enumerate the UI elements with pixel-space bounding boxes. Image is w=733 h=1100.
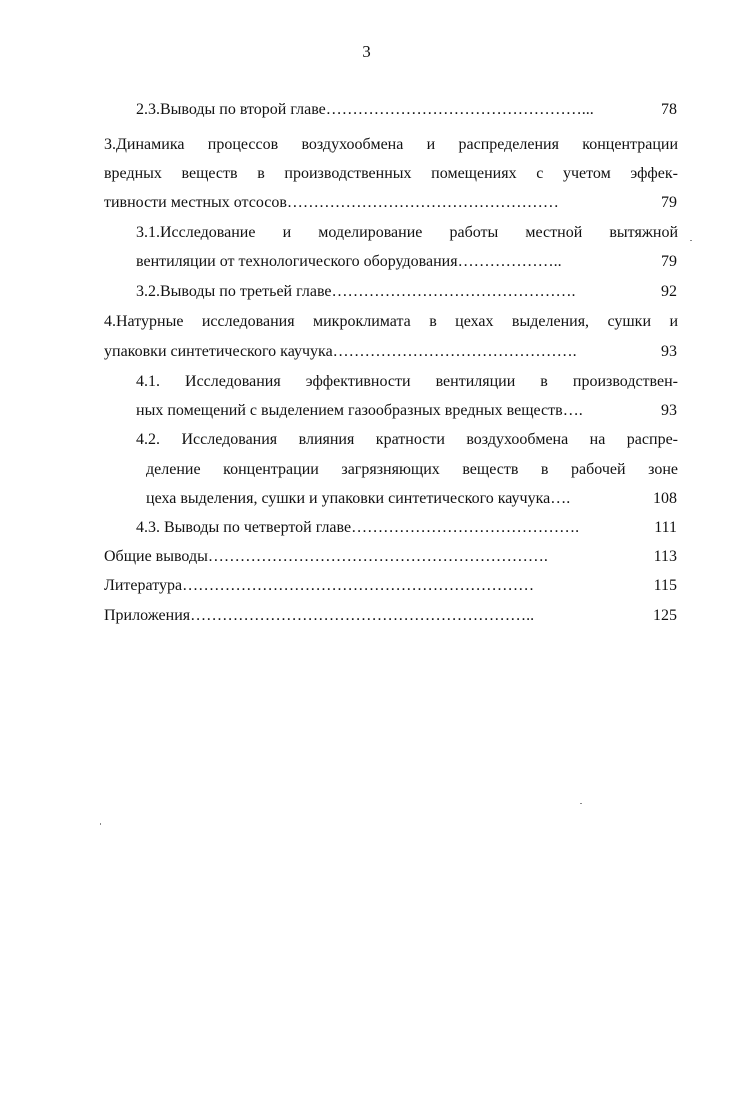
toc-entry-4-line-1: 4.Натурные исследования микроклимата в цехах выделения, сушки и <box>104 313 678 330</box>
toc-entry-3-2: 3.2.Выводы по третьей главе………………………………………. <box>136 283 576 300</box>
toc-entry-4-line-2: упаковки синтетического каучука………………………………………. <box>104 343 577 360</box>
toc-entry-4-2-line-2: деление концентрации загрязняющих веществ в рабочей зоне <box>146 461 678 478</box>
toc-page-4-3: 111 <box>654 519 677 536</box>
toc-page-3-2: 92 <box>661 283 677 300</box>
toc-entry-4-1-line-1: 4.1. Исследования эффективности вентиляции в производствен- <box>136 373 678 390</box>
toc-entry-literature: Литература………………………………………………………… <box>104 577 535 594</box>
toc-entry-3-1-line-2: вентиляции от технологического оборудования……………….. <box>136 253 562 270</box>
toc-page-literature: 115 <box>653 577 677 594</box>
toc-entry-4-2-line-1: 4.2. Исследования влияния кратности воздухообмена на распре- <box>136 431 678 448</box>
toc-entry-3-line-3: тивности местных отсосов…………………………………………… <box>104 194 559 211</box>
toc-entry-4-1-line-2: ных помещений с выделением газообразных вредных веществ…. <box>136 402 583 419</box>
toc-entry-3-1-line-1: 3.1.Исследование и моделирование работы местной вытяжной <box>136 224 678 241</box>
page-number: 3 <box>362 42 371 61</box>
scan-speck <box>690 240 692 241</box>
toc-entry-4-2-line-3: цеха выделения, сушки и упаковки синтетического каучука…. <box>146 490 571 507</box>
toc-entry-4-3: 4.3. Выводы по четвертой главе……………………………………. <box>136 519 580 536</box>
scan-speck <box>580 803 582 804</box>
toc-entry-2-3: 2.3.Выводы по второй главе…………………………………………... <box>136 101 594 118</box>
toc-page-4: 93 <box>661 343 677 360</box>
toc-page-2-3: 78 <box>661 101 677 118</box>
toc-entry-3-line-1: 3.Динамика процессов воздухообмена и распределения концентрации <box>104 136 678 153</box>
toc-entry-general-conclusions: Общие выводы………………………………………………………. <box>104 548 548 565</box>
toc-page-4-1: 93 <box>661 402 677 419</box>
toc-page-appendices: 125 <box>653 607 677 624</box>
toc-entry-3-line-2: вредных веществ в производственных помещениях с учетом эффек- <box>104 165 678 182</box>
toc-page-4-2: 108 <box>653 490 677 507</box>
toc-page-3: 79 <box>661 194 677 211</box>
toc-page-3-1: 79 <box>661 253 677 270</box>
scan-speck <box>100 823 101 825</box>
toc-page-general-conclusions: 113 <box>653 548 677 565</box>
toc-entry-appendices: Приложения……………………………………………………….. <box>104 607 535 624</box>
